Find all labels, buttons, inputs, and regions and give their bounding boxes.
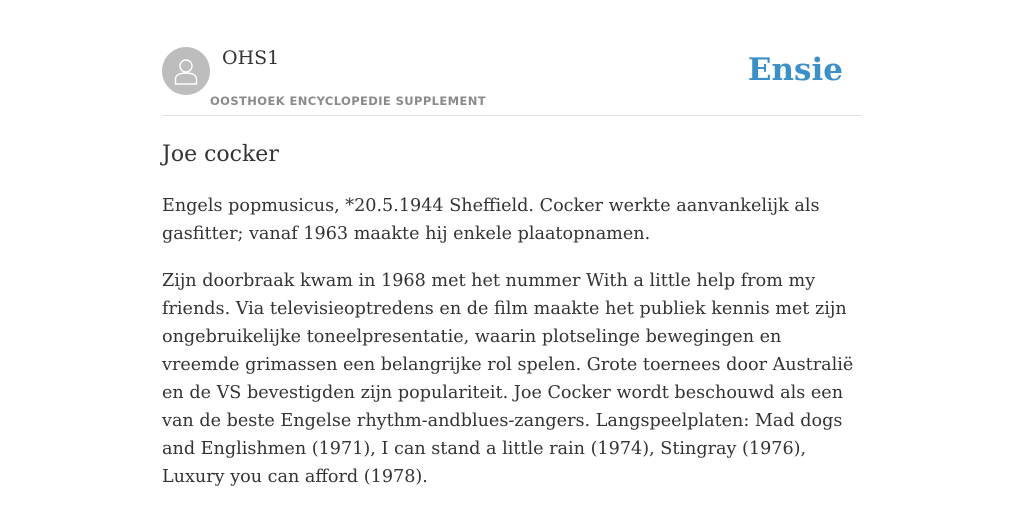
page	[162, 0, 862, 512]
article-paragraph: Engels popmusicus, *20.5.1944 Sheffield. Cocker werkte aanvankelijk als gasfitter; vanaf 1963 maakte hij enkele plaatopnamen.	[162, 196, 820, 244]
source-code[interactable]: OHS1	[222, 47, 280, 69]
ensie-logo[interactable]: Ensie	[747, 52, 843, 88]
article-title: Joe cocker	[162, 142, 279, 167]
article-paragraph: Zijn doorbraak kwam in 1968 met het nummer With a little help from my friends. Via televisieoptredens en de film maakte het publiek kennis met zijn ongebruikelijke toneelpresentatie, waarin plotselinge bewegingen en vreemde grimassen een belangrijke rol spelen. Grote toernees door Australië en de VS bevestigden zijn populariteit. Joe Cocker wordt beschouwd als een van de beste Engelse rhythm-andblues-zangers. Langspeelplaten: Mad dogs and Englishmen (1971), I can stand a little rain (1974), Stingray (1976), Luxury you can afford (1978).	[162, 271, 854, 487]
header	[162, 0, 862, 116]
user-icon	[174, 57, 198, 85]
article-body	[162, 192, 862, 510]
avatar[interactable]	[162, 47, 210, 95]
source-name: OOSTHOEK ENCYCLOPEDIE SUPPLEMENT	[210, 94, 487, 108]
